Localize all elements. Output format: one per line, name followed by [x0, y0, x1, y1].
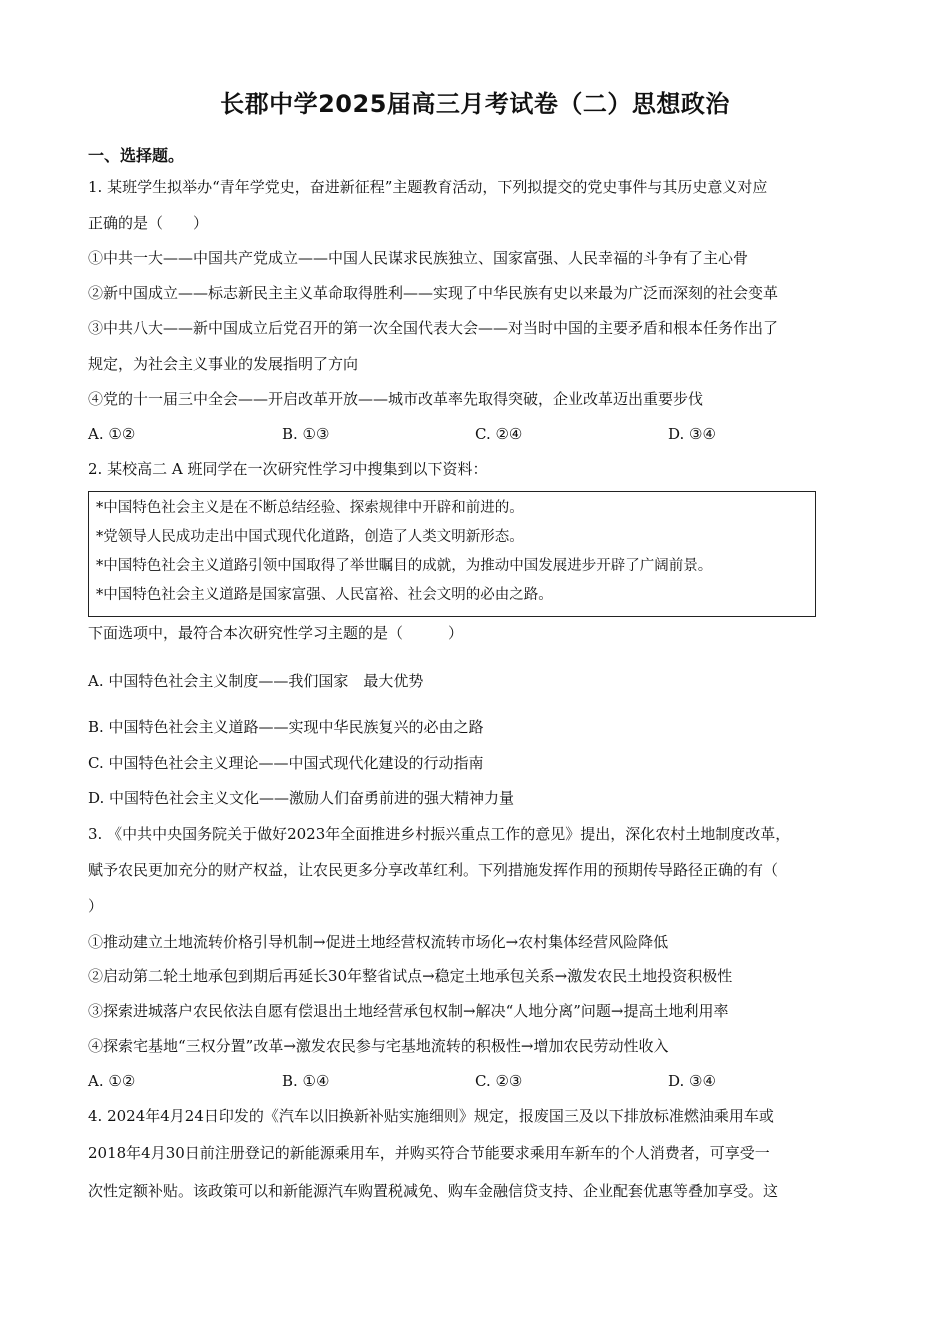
- q1-item-1: ①中共一大——中国共产党成立——中国人民谋求民族独立、国家富强、人民幸福的斗争有了主心骨: [88, 249, 749, 267]
- q2-option-c: C. 中国特色社会主义理论——中国式现代化建设的行动指南: [88, 754, 484, 772]
- q1-option-b: B. ①③: [282, 425, 330, 443]
- q2-material-line-1: *中国特色社会主义是在不断总结经验、探索规律中开辟和前进的。: [96, 500, 524, 516]
- q2-option-a: A. 中国特色社会主义制度——我们国家 最大优势: [88, 672, 424, 690]
- q4-line2: 2018年4月30日前注册登记的新能源乘用车，并购买符合节能要求乘用车新车的个人消费者，可享受一: [88, 1144, 770, 1162]
- q2-prompt: 下面选项中，最符合本次研究性学习主题的是（ ）: [88, 624, 464, 642]
- q1-item-4: ④党的十一届三中全会——开启改革开放——城市改革率先取得突破，企业改革迈出重要步伐: [88, 390, 704, 408]
- q1-stem-line2: 正确的是（ ）: [88, 214, 209, 232]
- q2-material-line-4: *中国特色社会主义道路是国家富强、人民富裕、社会文明的必由之路。: [96, 587, 553, 603]
- q2-stem: 2. 某校高二 A 班同学在一次研究性学习中搜集到以下资料：: [88, 460, 488, 478]
- q1-option-d: D. ③④: [668, 425, 716, 443]
- q3-stem-line1: 3. 《中共中央国务院关于做好2023年全面推进乡村振兴重点工作的意见》提出，深化农村土地制度改革，: [88, 825, 791, 843]
- q3-item-4: ④探索宅基地“三权分置”改革→激发农民参与宅基地流转的积极性→增加农民劳动性收入: [88, 1037, 669, 1055]
- q2-material-box: [88, 491, 816, 617]
- page-title: 长郡中学2025届高三月考试卷（二）思想政治: [220, 90, 730, 118]
- q3-stem-line3: ）: [88, 897, 104, 915]
- q2-material-line-3: *中国特色社会主义道路引领中国取得了举世瞩目的成就，为推动中国发展进步开辟了广阔前景。: [96, 558, 713, 574]
- q1-stem-line1: 1. 某班学生拟举办“青年学党史，奋进新征程”主题教育活动，下列拟提交的党史事件与其历史意义对应: [88, 178, 768, 196]
- q3-item-2: ②启动第二轮土地承包到期后再延长30年整省试点→稳定土地承包关系→激发农民土地投资积极性: [88, 967, 733, 985]
- q1-item-2: ②新中国成立——标志新民主主义革命取得胜利——实现了中华民族有史以来最为广泛而深刻的社会变革: [88, 284, 779, 302]
- q3-option-d: D. ③④: [668, 1072, 716, 1090]
- q3-item-1: ①推动建立土地流转价格引导机制→促进土地经营权流转市场化→农村集体经营风险降低: [88, 933, 669, 951]
- q1-option-a: A. ①②: [88, 425, 136, 443]
- q1-option-c: C. ②④: [475, 425, 523, 443]
- q3-option-c: C. ②③: [475, 1072, 523, 1090]
- q3-stem-line2: 赋予农民更加充分的财产权益，让农民更多分享改革红利。下列措施发挥作用的预期传导路径正确的有（: [88, 861, 779, 879]
- section-heading: 一、选择题。: [88, 146, 185, 165]
- q3-option-a: A. ①②: [88, 1072, 136, 1090]
- q1-item-3-line1: ③中共八大——新中国成立后党召开的第一次全国代表大会——对当时中国的主要矛盾和根本任务作出了: [88, 319, 779, 337]
- q3-option-b: B. ①④: [282, 1072, 330, 1090]
- q4-line1: 4. 2024年4月24日印发的《汽车以旧换新补贴实施细则》规定，报废国三及以下排放标准燃油乘用车或: [88, 1107, 774, 1125]
- q1-item-3-line2: 规定，为社会主义事业的发展指明了方向: [88, 355, 359, 373]
- q3-item-3: ③探索进城落户农民依法自愿有偿退出土地经营承包权制→解决“人地分离”问题→提高土地利用率: [88, 1002, 729, 1020]
- q2-material-line-2: *党领导人民成功走出中国式现代化道路，创造了人类文明新形态。: [96, 529, 524, 545]
- q4-line3: 次性定额补贴。该政策可以和新能源汽车购置税减免、购车金融信贷支持、企业配套优惠等叠加享受。这: [88, 1182, 779, 1200]
- q2-option-b: B. 中国特色社会主义道路——实现中华民族复兴的必由之路: [88, 718, 484, 736]
- q2-option-d: D. 中国特色社会主义文化——激励人们奋勇前进的强大精神力量: [88, 789, 515, 807]
